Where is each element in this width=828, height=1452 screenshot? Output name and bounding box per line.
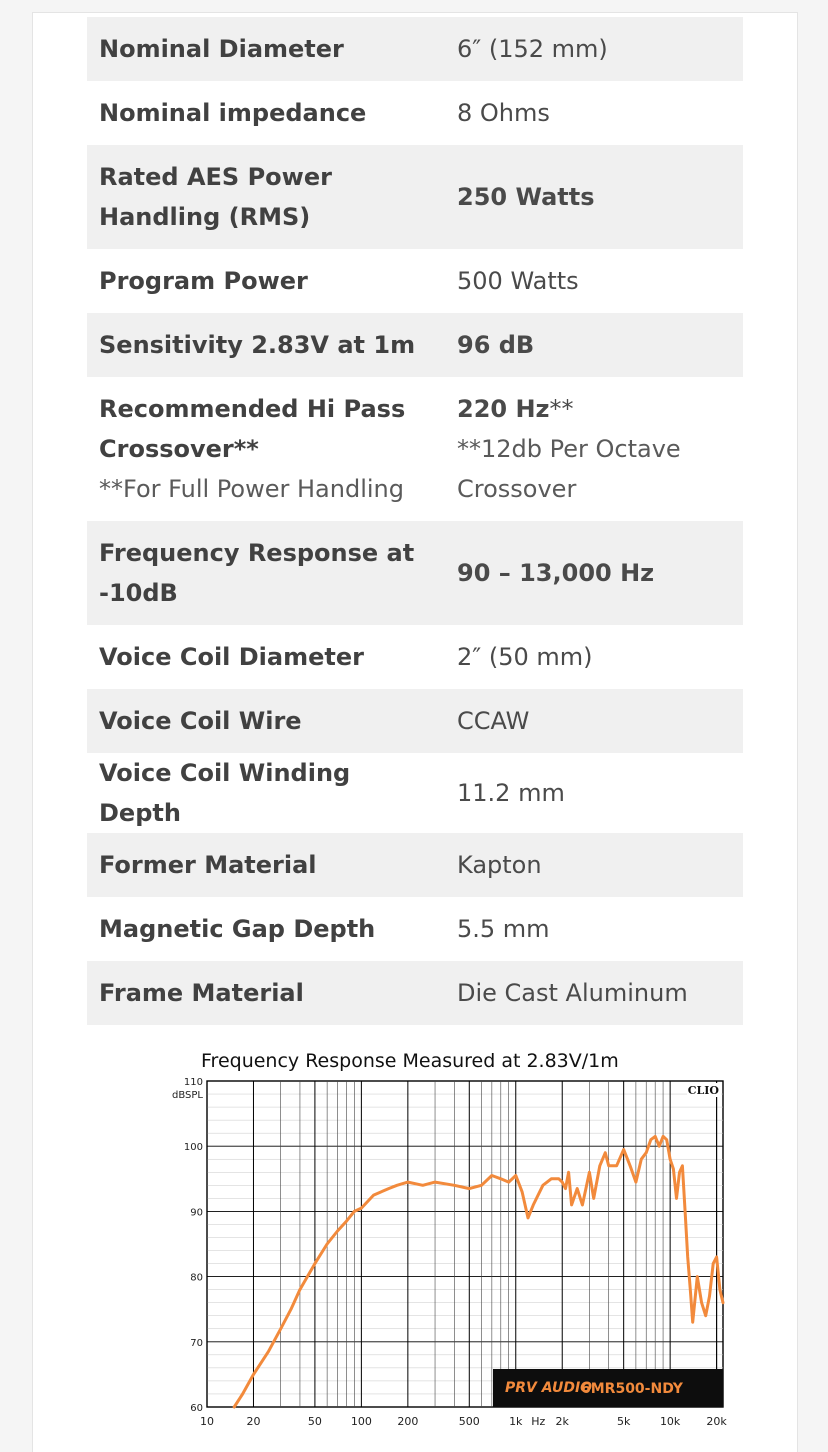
spec-label-text: Frame Material [99, 979, 304, 1007]
chart-title: Frequency Response Measured at 2.83V/1m [201, 1050, 619, 1072]
x-tick-label: 100 [350, 1415, 372, 1428]
spec-label-text: Nominal impedance [99, 99, 367, 127]
spec-row [87, 689, 743, 753]
spec-label-text: Rated AES Power Handling (RMS) [99, 163, 332, 231]
brand-logo: PRV AUDIO [505, 1380, 593, 1396]
spec-row [87, 897, 743, 961]
spec-value-text: 11.2 mm [457, 779, 565, 807]
spec-value [445, 833, 743, 897]
spec-label-text: Sensitivity 2.83V at 1m [99, 331, 416, 359]
x-tick-label: 10 [200, 1415, 214, 1428]
spec-value-note: **12db Per Octave Crossover [457, 435, 681, 503]
spec-value [445, 753, 743, 833]
y-axis-label: dBSPL [172, 1090, 203, 1102]
spec-value [445, 961, 743, 1025]
spec-label [87, 377, 445, 521]
y-tick-label: 80 [190, 1272, 203, 1284]
spec-value-suffix: ** [549, 395, 574, 423]
spec-label [87, 17, 445, 81]
spec-label-text: Program Power [99, 267, 308, 295]
spec-value [445, 521, 743, 625]
y-tick-label: 70 [190, 1337, 203, 1349]
spec-label [87, 145, 445, 249]
spec-label-text: Voice Coil Diameter [99, 643, 364, 671]
spec-value-text: 250 Watts [457, 183, 595, 211]
spec-value-text: 220 Hz [457, 395, 550, 423]
spec-row [87, 81, 743, 145]
spec-row [87, 249, 743, 313]
x-tick-label: 20 [246, 1415, 261, 1428]
spec-value-text: 2″ (50 mm) [457, 643, 593, 671]
x-tick-label: 500 [458, 1415, 480, 1428]
spec-value-text: 6″ (152 mm) [457, 35, 608, 63]
spec-value-text: 500 Watts [457, 267, 579, 295]
x-tick-label: 20k [706, 1415, 727, 1428]
x-tick-label: 5k [616, 1415, 631, 1428]
spec-label-text: Recommended Hi Pass Crossover** [99, 395, 406, 463]
spec-label-text: Voice Coil Winding Depth [99, 759, 351, 827]
spec-row [87, 145, 743, 249]
spec-value [445, 145, 743, 249]
y-tick-label: 100 [183, 1142, 203, 1154]
spec-label [87, 625, 445, 689]
spec-value [445, 377, 743, 521]
spec-label [87, 521, 445, 625]
spec-label [87, 897, 445, 961]
spec-value [445, 625, 743, 689]
spec-label-text: Magnetic Gap Depth [99, 915, 376, 943]
spec-value [445, 249, 743, 313]
spec-value-text: Die Cast Aluminum [457, 979, 688, 1007]
spec-table [87, 17, 743, 1025]
spec-label [87, 81, 445, 145]
spec-row [87, 961, 743, 1025]
spec-label [87, 249, 445, 313]
spec-label-text: Frequency Response at -10dB [99, 539, 415, 607]
chart-svg [129, 1033, 729, 1443]
spec-label-note: **For Full Power Handling [99, 475, 404, 503]
spec-row [87, 17, 743, 81]
spec-value-text: CCAW [457, 707, 530, 735]
spec-value-text: Kapton [457, 851, 542, 879]
spec-value-text: 8 Ohms [457, 99, 550, 127]
y-tick-label: 90 [190, 1207, 203, 1219]
clio-mark: CLIO [687, 1084, 719, 1097]
spec-value [445, 313, 743, 377]
spec-label-text: Nominal Diameter [99, 35, 344, 63]
spec-row [87, 377, 743, 521]
spec-label [87, 313, 445, 377]
x-tick-label: Hz [531, 1415, 546, 1428]
spec-value [445, 689, 743, 753]
spec-label-text: Voice Coil Wire [99, 707, 302, 735]
frequency-response-chart [129, 1033, 729, 1443]
x-tick-label: 10k [659, 1415, 681, 1428]
spec-value-text: 90 – 13,000 Hz [457, 559, 655, 587]
x-tick-label: 50 [307, 1415, 322, 1428]
x-tick-label: 200 [397, 1415, 419, 1428]
spec-label-text: Former Material [99, 851, 317, 879]
spec-row [87, 313, 743, 377]
spec-label [87, 961, 445, 1025]
spec-value-text: 5.5 mm [457, 915, 550, 943]
model-label: 6MR500-NDY [581, 1381, 683, 1397]
content-card [32, 12, 798, 1452]
spec-value-text: 96 dB [457, 331, 535, 359]
spec-label [87, 689, 445, 753]
spec-label [87, 753, 445, 833]
y-tick-label: 60 [190, 1403, 203, 1414]
spec-row [87, 753, 743, 833]
spec-row [87, 833, 743, 897]
spec-value [445, 81, 743, 145]
x-tick-label: 2k [555, 1415, 569, 1428]
spec-value [445, 897, 743, 961]
y-tick-label: 110 [183, 1077, 203, 1088]
spec-label [87, 833, 445, 897]
spec-value [445, 17, 743, 81]
spec-row [87, 521, 743, 625]
plot-area [207, 1081, 723, 1407]
spec-row [87, 625, 743, 689]
x-tick-label: 1k [509, 1415, 523, 1428]
